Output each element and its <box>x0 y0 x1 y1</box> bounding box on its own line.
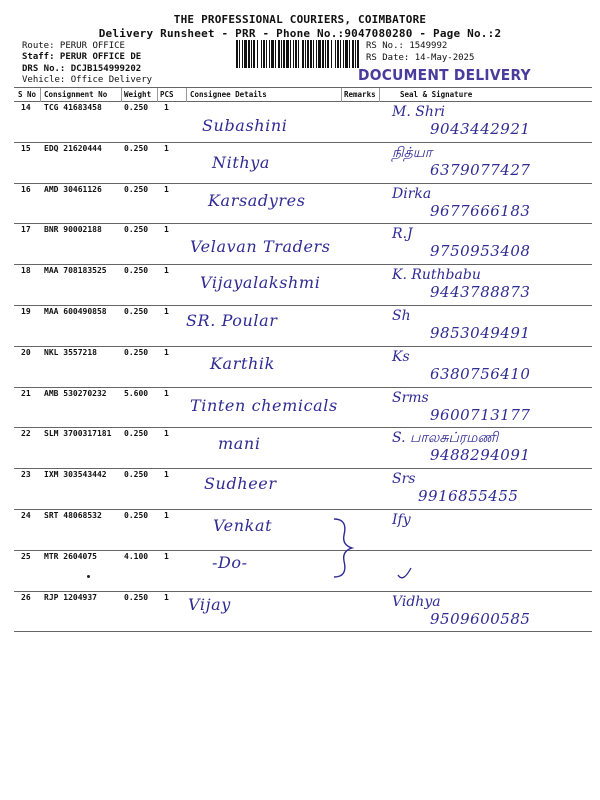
row-signature-handwritten: Srs <box>392 471 416 488</box>
row-weight: 0.250 <box>124 511 149 520</box>
row-consignee-handwritten: Nithya <box>212 153 271 172</box>
row-pcs: 1 <box>164 592 169 602</box>
row-consignee-handwritten: SR. Poular <box>186 311 278 330</box>
row-signature-handwritten: S. பாலசுப்ரமணி <box>392 430 499 447</box>
col-header-remarks: Remarks <box>344 90 376 99</box>
row-signature-handwritten: R.J <box>392 226 413 243</box>
col-header-weight: Weight <box>124 90 152 99</box>
col-header-consignment: Consignment No <box>44 90 108 99</box>
row-sno: 18 <box>21 266 31 276</box>
row-consignment-no: BNR 90002188 <box>44 225 102 235</box>
row-divider <box>14 183 592 184</box>
row-sno: 20 <box>21 347 31 357</box>
col-header-signature: Seal & Signature <box>400 90 473 99</box>
row-sno: 15 <box>21 143 31 153</box>
col-header-consignee: Consignee Details <box>190 90 267 99</box>
runsheet-subtitle: Delivery Runsheet - PRR - Phone No.:9047080280 - Page No.:2 <box>98 27 502 40</box>
row-consignment-no: IXM 303543442 <box>44 470 107 480</box>
tick-mark-icon <box>395 565 415 585</box>
row-phone-handwritten: 9916855455 <box>418 487 519 506</box>
row-consignee-handwritten: Vijayalakshmi <box>200 273 321 292</box>
row-phone-handwritten: 6380756410 <box>430 364 531 383</box>
row-consignee-handwritten: Tinten chemicals <box>190 396 338 415</box>
row-divider <box>14 346 592 347</box>
row-phone-handwritten: 9600713177 <box>430 405 531 424</box>
rs-date: RS Date: 14-May-2025 <box>366 53 475 63</box>
col-divider <box>40 88 41 102</box>
row-pcs: 1 <box>164 429 169 439</box>
col-header-pcs: PCS <box>160 90 174 99</box>
row-signature-handwritten: Ks <box>392 348 410 365</box>
row-sno: 26 <box>21 592 31 602</box>
row-phone-handwritten: 9043442921 <box>430 120 531 138</box>
row-consignee-handwritten: -Do- <box>212 553 248 572</box>
row-phone-handwritten: 9750953408 <box>430 242 531 261</box>
row-pcs: 1 <box>164 143 169 153</box>
row-divider <box>14 509 592 510</box>
brace-mark-icon <box>330 517 360 579</box>
col-divider <box>157 88 158 102</box>
row-consignment-no: TCG 41683458 <box>44 103 102 112</box>
route-label: Route: PERUR OFFICE <box>22 41 125 51</box>
row-consignee-handwritten: Karsadyres <box>208 191 306 210</box>
row-weight: 0.250 <box>124 225 149 235</box>
row-weight: 0.250 <box>124 266 149 276</box>
row-weight: 0.250 <box>124 470 149 480</box>
row-consignee-handwritten: Subashini <box>202 116 288 135</box>
row-consignment-no: EDQ 21620444 <box>44 143 102 153</box>
vehicle-label: Vehicle: Office Delivery <box>22 75 153 85</box>
row-divider <box>14 591 592 592</box>
row-signature-handwritten: Dirka <box>392 185 432 202</box>
row-signature-handwritten: M. Shri <box>392 104 446 120</box>
row-pcs: 1 <box>164 307 169 316</box>
row-divider <box>14 142 592 143</box>
row-signature-handwritten: Sh <box>392 308 411 324</box>
col-header-sno: S No <box>18 90 37 99</box>
row-phone-handwritten: 9677666183 <box>430 201 531 220</box>
row-phone-handwritten: 9488294091 <box>430 446 531 465</box>
row-consignee-handwritten: Vijay <box>188 595 231 614</box>
row-consignee-handwritten: mani <box>218 434 261 453</box>
barcode-icon <box>236 40 360 68</box>
row-pcs: 1 <box>164 266 169 276</box>
row-pcs: 1 <box>164 470 169 480</box>
row-sno: 23 <box>21 470 31 480</box>
row-divider <box>14 305 592 306</box>
company-title: THE PROFESSIONAL COURIERS, COIMBATORE <box>173 13 427 26</box>
drs-label: DRS No.: DCJB154999202 <box>22 64 142 74</box>
row-phone-handwritten: 6379077427 <box>430 160 531 179</box>
row-pcs: 1 <box>164 347 169 357</box>
row-pcs: 1 <box>164 551 169 561</box>
row-sno: 16 <box>21 184 31 194</box>
row-signature-handwritten: Ify <box>392 512 411 528</box>
row-weight: 0.250 <box>124 307 149 316</box>
col-divider <box>341 88 342 102</box>
row-consignee-handwritten: Venkat <box>213 516 273 535</box>
row-pcs: 1 <box>164 388 169 398</box>
row-weight: 5.600 <box>124 388 149 398</box>
row-divider <box>14 427 592 428</box>
row-pcs: 1 <box>164 225 169 235</box>
row-phone-handwritten: 9853049491 <box>430 324 531 342</box>
row-divider <box>14 631 592 632</box>
row-divider <box>14 387 592 388</box>
row-sno: 25 <box>21 551 31 561</box>
table-top-rule <box>14 87 592 88</box>
row-consignment-no: SLM 3700317181 <box>44 429 112 439</box>
col-divider <box>186 88 187 102</box>
staff-label: Staff: PERUR OFFICE DE <box>22 52 142 62</box>
document-delivery-stamp: DOCUMENT DELIVERY <box>358 66 531 84</box>
row-consignment-no: AMD 30461126 <box>44 184 102 194</box>
rs-number: RS No.: 1549992 <box>366 41 448 51</box>
row-sno: 21 <box>21 388 31 398</box>
col-divider <box>379 88 380 102</box>
row-sno: 14 <box>21 103 31 112</box>
row-signature-handwritten: Srms <box>392 389 429 406</box>
table-header-rule <box>14 101 592 102</box>
row-consignment-no: NKL 3557218 <box>44 347 97 357</box>
row-consignment-no: SRT 48068532 <box>44 511 102 520</box>
row-weight: 0.250 <box>124 103 149 112</box>
row-consignee-handwritten: Sudheer <box>204 474 277 493</box>
row-pcs: 1 <box>164 511 169 520</box>
row-sno: 19 <box>21 307 31 316</box>
row-sno: 17 <box>21 225 31 235</box>
row-pcs: 1 <box>164 103 169 112</box>
col-divider <box>121 88 122 102</box>
row-weight: 0.250 <box>124 347 149 357</box>
ink-dot <box>87 575 90 578</box>
row-signature-handwritten: Vidhya <box>392 593 441 610</box>
row-weight: 0.250 <box>124 143 149 153</box>
row-weight: 0.250 <box>124 184 149 194</box>
row-consignee-handwritten: Velavan Traders <box>190 237 331 256</box>
row-consignment-no: MAA 600490858 <box>44 307 107 316</box>
row-sno: 24 <box>21 511 31 520</box>
row-phone-handwritten: 9443788873 <box>430 283 531 302</box>
row-divider <box>14 550 592 551</box>
row-pcs: 1 <box>164 184 169 194</box>
row-consignee-handwritten: Karthik <box>210 354 275 373</box>
row-divider <box>14 223 592 224</box>
row-consignment-no: MTR 2604075 <box>44 551 97 561</box>
row-divider <box>14 264 592 265</box>
row-weight: 0.250 <box>124 429 149 439</box>
row-divider <box>14 468 592 469</box>
row-weight: 0.250 <box>124 592 149 602</box>
row-signature-handwritten: K. Ruthbabu <box>392 267 481 284</box>
row-consignment-no: MAA 708183525 <box>44 266 107 276</box>
row-sno: 22 <box>21 429 31 439</box>
row-weight: 4.100 <box>124 551 149 561</box>
row-signature-handwritten: நித்யா <box>392 144 433 161</box>
row-consignment-no: AMB 530270232 <box>44 388 107 398</box>
row-phone-handwritten: 9509600585 <box>430 609 531 628</box>
row-consignment-no: RJP 1204937 <box>44 592 97 602</box>
